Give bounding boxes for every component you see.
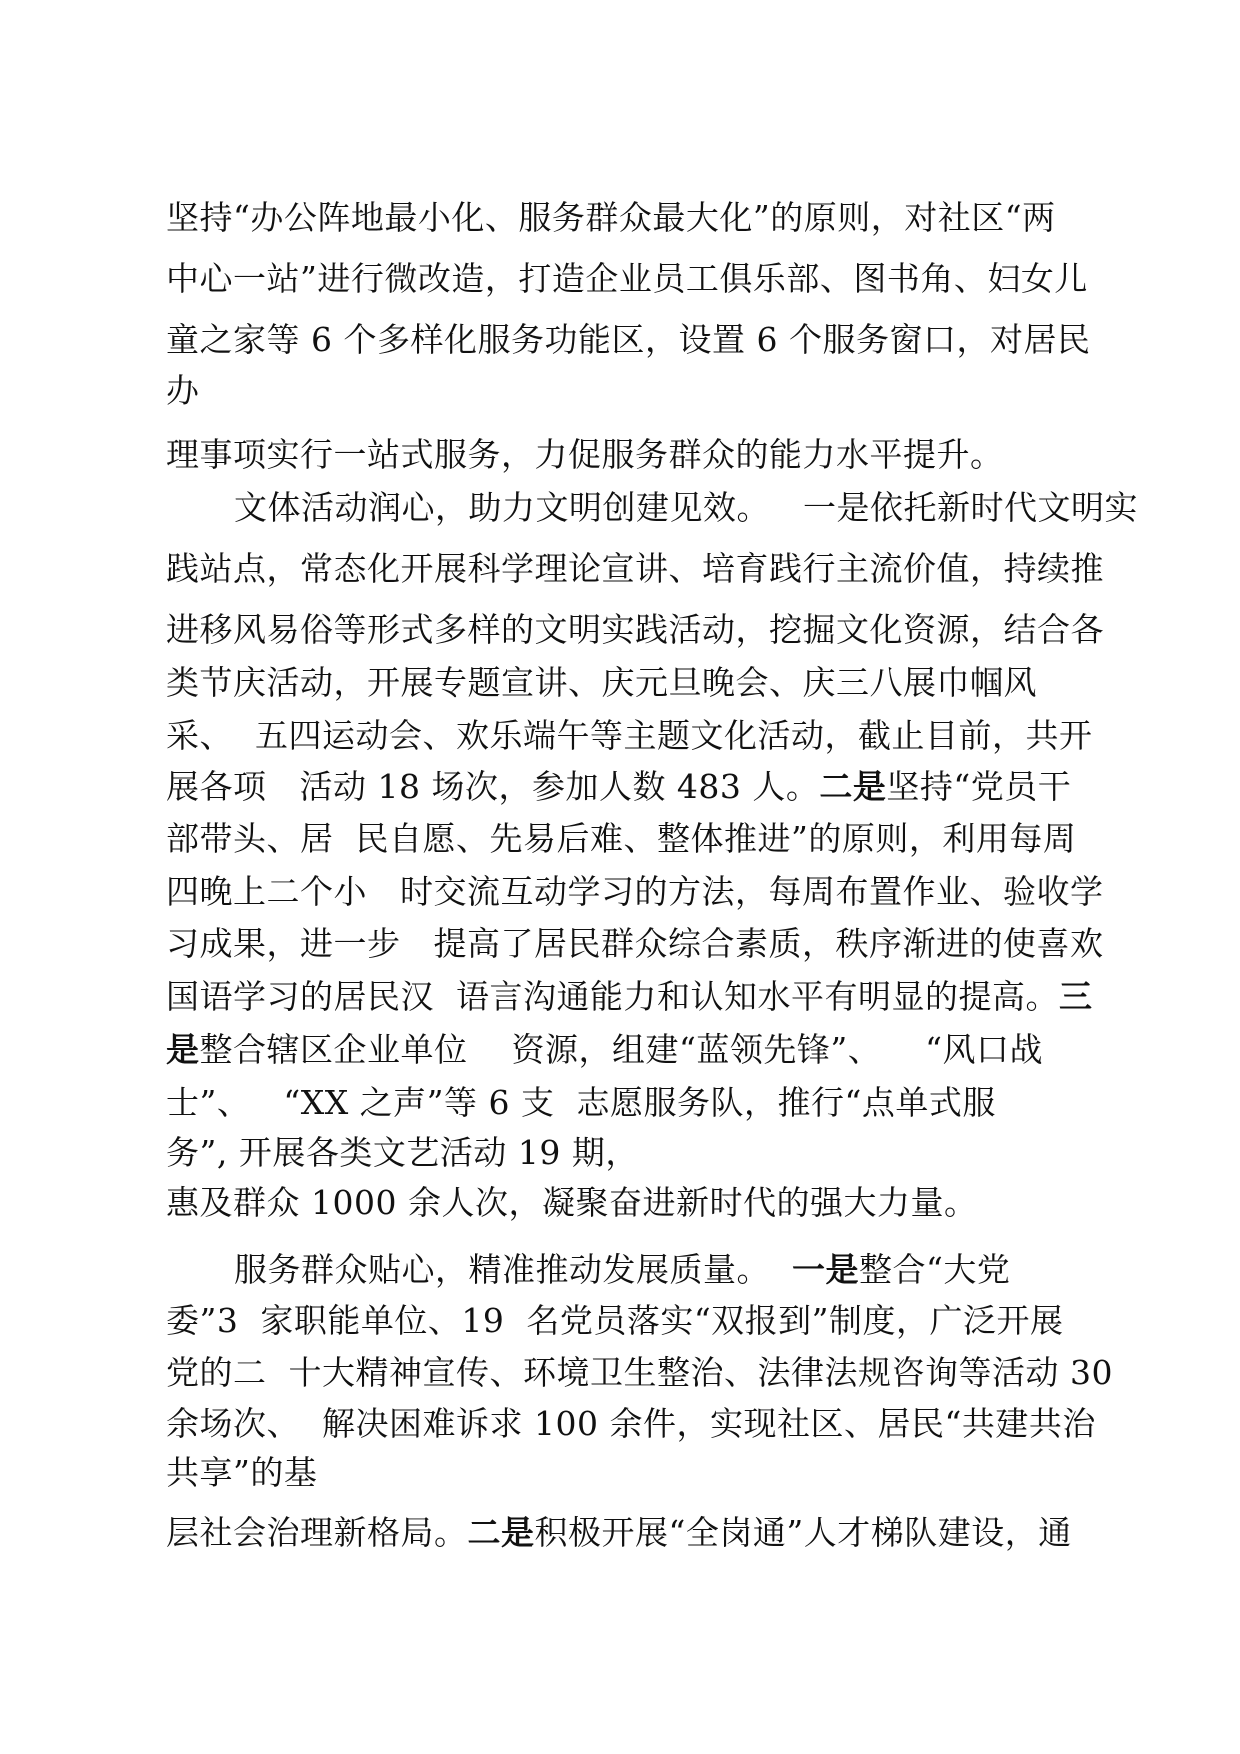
paragraph-2-line-5: 采、 五四运动会、欢乐端午等主题文化活动，截止目前，共开 (166, 716, 1093, 755)
bold-marker: 一是 (791, 1250, 859, 1289)
paragraph-2-line-2: 践站点，常态化开展科学理论宣讲、培育践行主流价值，持续推 (166, 549, 1104, 588)
line-text: 积极开展“全岗通”人才梯队建设，通 (534, 1513, 1072, 1552)
line-text: 整合“大党 (858, 1250, 1011, 1289)
paragraph-1-line-4: 办 (166, 371, 200, 410)
line-text: 整合辖区企业单位 资源，组建“蓝领先锋”、 “风口战 (199, 1030, 1044, 1069)
line-text: 层社会治理新格局。 (166, 1513, 468, 1552)
line-text: 国语学习的居民汉 语言沟通能力和认知水平有明显的提高。 (166, 977, 1059, 1016)
paragraph-3-line-1 (234, 1247, 1010, 1293)
paragraph-2-line-13: 务”, 开展各类文艺活动 19 期， (166, 1133, 639, 1172)
paragraph-2-line-4: 类节庆活动，开展专题宣讲、庆元旦晚会、庆三八展巾帼风 (166, 663, 1037, 702)
paragraph-2-line-7: 部带头、居 民自愿、先易后难、整体推进”的原则，利用每周 (166, 819, 1077, 858)
paragraph-1-line-3: 童之家等 6 个多样化服务功能区，设置 6 个服务窗口，对居民 (166, 320, 1091, 359)
paragraph-1-line-1: 坚持“办公阵地最小化、服务群众最大化”的原则，对社区“两 (166, 198, 1056, 237)
bold-marker: 是 (166, 1030, 200, 1069)
bold-marker: 二是 (467, 1513, 535, 1552)
line-text: 服务群众贴心，精准推动发展质量。 (234, 1250, 792, 1289)
paragraph-2-line-6 (166, 764, 1071, 810)
bold-marker: 三 (1058, 977, 1093, 1016)
paragraph-2-line-12: 士”、 “XX 之声”等 6 支 志愿服务队，推行“点单式服 (166, 1083, 996, 1122)
paragraph-3-line-6 (166, 1510, 1072, 1556)
paragraph-2-line-1: 文体活动润心，助力文明创建见效。 一是依托新时代文明实 (234, 488, 1138, 527)
paragraph-2-line-3: 进移风易俗等形式多样的文明实践活动，挖掘文化资源，结合各 (166, 610, 1104, 649)
paragraph-2-line-11 (166, 1027, 1043, 1073)
paragraph-1-line-5: 理事项实行一站式服务，力促服务群众的能力水平提升。 (166, 435, 1004, 474)
paragraph-2-line-10 (166, 974, 1092, 1020)
paragraph-2-line-14: 惠及群众 1000 余人次，凝聚奋进新时代的强大力量。 (166, 1183, 978, 1222)
bold-marker: 二是 (819, 767, 887, 806)
paragraph-2-line-9: 习成果，进一步 提高了居民群众综合素质，秩序渐进的使喜欢 (166, 924, 1104, 963)
paragraph-3-line-2: 委”3 家职能单位、19 名党员落实“双报到”制度，广泛开展 (166, 1301, 1064, 1340)
paragraph-3-line-5: 共享”的基 (166, 1453, 318, 1492)
line-text: 展各项 活动 18 场次，参加人数 483 人。 (166, 767, 820, 806)
paragraph-1-line-2: 中心一站”进行微改造，打造企业员工俱乐部、图书角、妇女儿 (166, 259, 1088, 298)
line-text: 坚持“党员干 (886, 767, 1072, 806)
paragraph-2-line-8: 四晚上二个小 时交流互动学习的方法，每周布置作业、验收学 (166, 872, 1104, 911)
paragraph-3-line-3: 党的二 十大精神宣传、环境卫生整治、法律法规咨询等活动 30 (166, 1353, 1113, 1392)
paragraph-3-line-4: 余场次、 解决困难诉求 100 余件，实现社区、居民“共建共治 (166, 1404, 1096, 1443)
